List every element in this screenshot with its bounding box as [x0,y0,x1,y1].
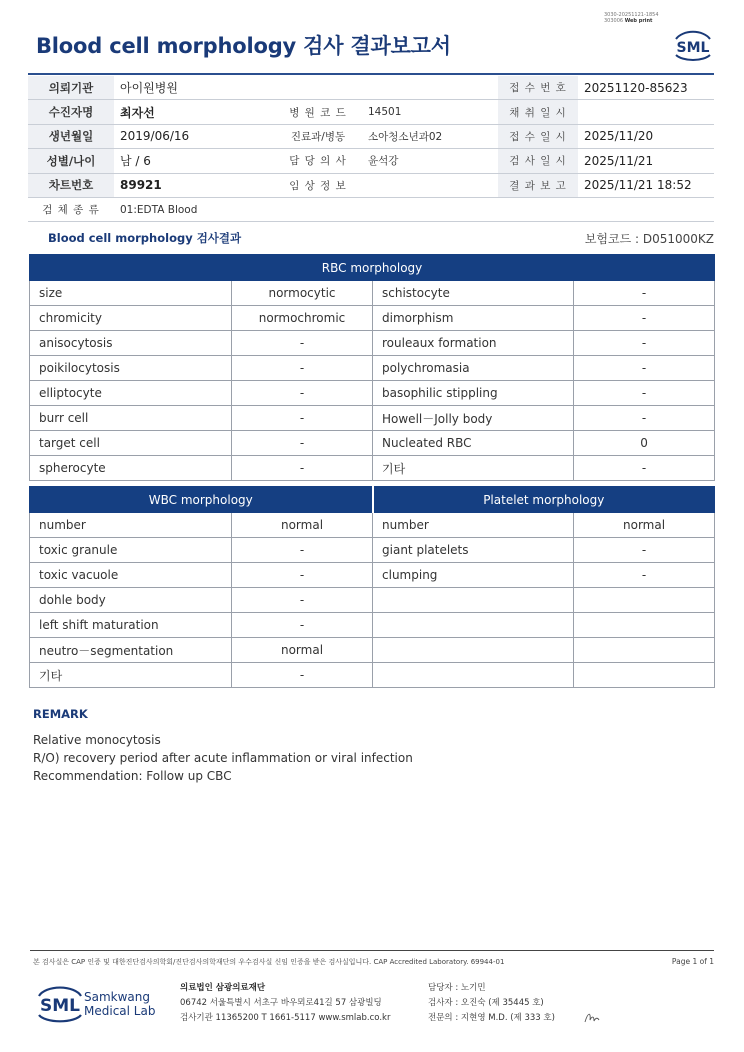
left-item-name: size [30,281,232,306]
left-item-value: - [232,456,373,481]
lab-name-line1: Samkwang [84,990,150,1004]
remark-line: Recommendation: Follow up CBC [33,769,232,783]
doctor-value: 윤석강 [362,149,498,173]
rbc-morphology-table [29,254,715,481]
right-item-name: 기타 [373,456,574,481]
hosp-code-value: 14501 [362,100,498,124]
staff-line: 검사자 : 오진숙 (제 35445 호) [428,998,544,1008]
left-item-name: toxic granule [30,538,232,563]
table-row [30,356,715,381]
left-item-value: - [232,588,373,613]
platelet-header: Platelet morphology [373,487,715,513]
hospital-value: 아이원병원 [114,76,498,100]
footer-logo-text: SML [40,996,80,1016]
hospital-label: 의뢰기관 [28,76,114,100]
right-item-value: - [574,563,715,588]
right-item-value: - [574,331,715,356]
right-item-value: 0 [574,431,715,456]
left-item-name: anisocytosis [30,331,232,356]
left-item-name: elliptocyte [30,381,232,406]
left-item-value: - [232,381,373,406]
left-item-value: normochromic [232,306,373,331]
wbc-platelet-table [29,486,715,688]
info-row [28,124,714,148]
table-row [30,456,715,481]
table-row [30,613,715,638]
right-item-name: Nucleated RBC [373,431,574,456]
sex-age-label: 성별/나이 [28,149,114,173]
right-item-value: - [574,281,715,306]
left-item-value: - [232,563,373,588]
right-item-name [373,588,574,613]
right-item-value [574,663,715,688]
right-item-value: - [574,356,715,381]
organization-info [180,981,390,1026]
info-row [28,173,714,197]
footer-rule [30,950,714,951]
info-row [28,100,714,124]
collect-date-value [578,100,714,124]
right-item-name: Howell－Jolly body [373,406,574,431]
left-item-value: - [232,331,373,356]
rbc-header: RBC morphology [30,255,715,281]
right-item-value [574,613,715,638]
right-item-value: - [574,306,715,331]
chart-value: 89921 [114,173,274,197]
left-item-name: target cell [30,431,232,456]
table-row [30,381,715,406]
org-name: 의료법인 삼광의료재단 [180,983,266,993]
right-item-name [373,638,574,663]
info-row [28,149,714,173]
left-item-name: number [30,513,232,538]
insurance-code: 보험코드 : D051000KZ [584,232,714,246]
birth-value: 2019/06/16 [114,124,274,148]
patient-info-table [28,76,714,222]
info-row [28,197,714,221]
table-row [30,538,715,563]
right-item-name: dimorphism [373,306,574,331]
left-item-name: toxic vacuole [30,563,232,588]
table-row [30,513,715,538]
page-number: Page 1 of 1 [671,957,714,966]
left-item-name: poikilocytosis [30,356,232,381]
receipt-no-value: 20251120-85623 [578,76,714,100]
clinical-label: 임 상 정 보 [274,173,362,197]
table-row [30,331,715,356]
right-item-name [373,613,574,638]
table-row [30,563,715,588]
left-item-value: - [232,613,373,638]
sex-age-value: 남 / 6 [114,149,274,173]
remark-line: R/O) recovery period after acute inflammation or viral infection [33,751,413,765]
left-item-name: burr cell [30,406,232,431]
doctor-label: 담 당 의 사 [274,149,362,173]
right-item-value: - [574,538,715,563]
chart-label: 차트번호 [28,173,114,197]
section-title: Blood cell morphology 검사결과 [48,231,242,245]
report-label: 결 과 보 고 [498,173,578,197]
remark-line: Relative monocytosis [33,733,161,747]
info-row [28,76,714,100]
right-item-value: - [574,456,715,481]
hosp-code-label: 병 원 코 드 [274,100,362,124]
left-item-name: 기타 [30,663,232,688]
header-rule [28,73,714,75]
lab-name-line2: Medical Lab [84,1004,156,1018]
clinical-value [362,173,498,197]
dept-label: 진료과/병동 [274,124,362,148]
right-item-name: clumping [373,563,574,588]
org-address: 06742 서울특별시 서초구 바우뫼로41길 57 삼광빌딩 [180,998,382,1008]
table-row [30,281,715,306]
left-item-value: normal [232,513,373,538]
left-item-value: - [232,538,373,563]
right-item-name: schistocyte [373,281,574,306]
left-item-value: - [232,431,373,456]
left-item-name: left shift maturation [30,613,232,638]
report-value: 2025/11/21 18:52 [578,173,714,197]
left-item-value: - [232,663,373,688]
staff-line: 전문의 : 지현영 M.D. (제 333 호) [428,1013,555,1023]
sml-logo-text: SML [676,40,710,56]
birth-label: 생년월일 [28,124,114,148]
specimen-label: 검 체 종 류 [28,197,114,221]
table-row [30,663,715,688]
right-item-name: basophilic stippling [373,381,574,406]
samkwang-logo-icon [36,980,176,1028]
left-item-name: spherocyte [30,456,232,481]
print-code [604,12,659,24]
table-row [30,431,715,456]
dept-value: 소아청소년과02 [362,124,498,148]
left-item-value: normal [232,638,373,663]
left-item-value: - [232,356,373,381]
right-item-value: - [574,406,715,431]
report-title: Blood cell morphology 검사 결과보고서 [36,34,451,58]
test-date-label: 검 사 일 시 [498,149,578,173]
org-contact: 검사기관 11365200 T 1661-5117 www.smlab.co.kr [180,1013,391,1023]
right-item-name: polychromasia [373,356,574,381]
receipt-no-label: 접 수 번 호 [498,76,578,100]
right-item-value [574,638,715,663]
left-item-name: dohle body [30,588,232,613]
remark-body [33,731,413,785]
sml-logo-icon [672,26,714,64]
right-item-name: rouleaux formation [373,331,574,356]
right-item-name: giant platelets [373,538,574,563]
right-item-value [574,588,715,613]
wbc-header: WBC morphology [30,487,373,513]
staff-line: 담당자 : 노기민 [428,983,486,993]
table-row [30,638,715,663]
left-item-name: chromicity [30,306,232,331]
right-item-value: - [574,381,715,406]
left-item-value: normocytic [232,281,373,306]
name-label: 수진자명 [28,100,114,124]
test-date-value: 2025/11/21 [578,149,714,173]
accreditation-note: 본 검사실은 CAP 인증 및 대한진단검사의학회/진단검사의학재단의 우수검사실 신임 인증을 받은 검사실입니다. CAP Accredited Laboratory. 69944-01 [33,958,505,966]
table-row [30,406,715,431]
staff-info [428,981,555,1026]
print-code-line1: 3030-20251121-1854 [604,12,659,18]
receive-date-label: 접 수 일 시 [498,124,578,148]
table-row [30,588,715,613]
print-code-line2: 303006 Web print [604,18,653,24]
signature-icon [582,1008,602,1026]
collect-date-label: 채 취 일 시 [498,100,578,124]
left-item-name: neutro－segmentation [30,638,232,663]
right-item-value: normal [574,513,715,538]
name-value: 최자선 [114,100,274,124]
receive-date-value: 2025/11/20 [578,124,714,148]
right-item-name [373,663,574,688]
remark-title: REMARK [33,707,88,721]
table-row [30,306,715,331]
specimen-value: 01:EDTA Blood [114,197,714,221]
left-item-value: - [232,406,373,431]
right-item-name: number [373,513,574,538]
